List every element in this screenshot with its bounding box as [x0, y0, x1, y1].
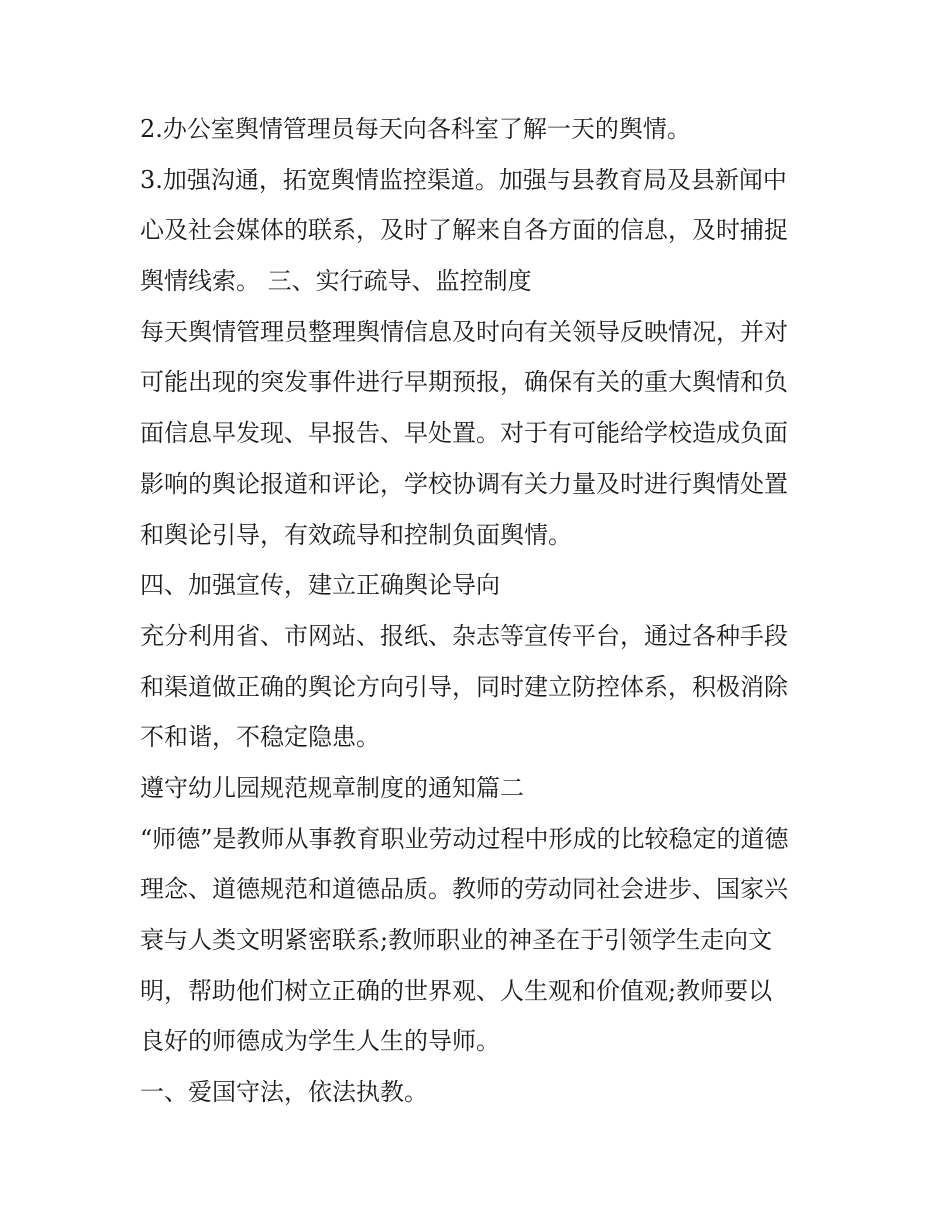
text-line: 充分利用省、市网站、报纸、杂志等宣传平台，通过各种手段 [140, 621, 788, 650]
paragraph [140, 611, 820, 763]
text-line: 心及社会媒体的联系，及时了解来自各方面的信息，及时捕捉 [140, 216, 788, 245]
text-line: 3.加强沟通，拓宽舆情监控渠道。加强与县教育局及县新闻中 [140, 165, 787, 194]
document-body [140, 104, 820, 1118]
text-line: “师德”是教师从事教育职业劳动过程中形成的比较稳定的道德 [140, 824, 789, 853]
text-line: 舆情线索。 三、实行疏导、监控制度 [140, 267, 532, 296]
text-line: 可能出现的突发事件进行早期预报，确保有关的重大舆情和负 [140, 368, 788, 397]
text-line: 遵守幼儿园规范规章制度的通知篇二 [140, 773, 524, 802]
section-heading [140, 560, 820, 611]
text-line: 一、爱国守法，依法执教。 [140, 1078, 428, 1107]
text-line: 不和谐，不稳定隐患。 [140, 723, 380, 752]
text-line: 2.办公室舆情管理员每天向各科室了解一天的舆情。 [140, 115, 691, 143]
section-heading [140, 1067, 820, 1118]
text-line: 理念、道德规范和道德品质。教师的劳动同社会进步、国家兴 [140, 875, 788, 904]
paragraph [140, 814, 820, 1067]
section-heading [140, 763, 820, 814]
text-line: 衰与人类文明紧密联系;教师职业的神圣在于引领学生走向文 [140, 926, 773, 954]
text-line: 明，帮助他们树立正确的世界观、人生观和价值观;教师要以 [140, 976, 773, 1005]
paragraph [140, 104, 820, 155]
text-line: 面信息早发现、早报告、早处置。对于有可能给学校造成负面 [140, 419, 788, 448]
paragraph [140, 155, 820, 307]
text-line: 影响的舆论报道和评论，学校协调有关力量及时进行舆情处置 [140, 469, 788, 498]
text-line: 和舆论引导，有效疏导和控制负面舆情。 [140, 520, 572, 549]
paragraph [140, 307, 820, 560]
text-line: 良好的师德成为学生人生的导师。 [140, 1027, 500, 1056]
text-line: 四、加强宣传，建立正确舆论导向 [140, 571, 500, 600]
text-line: 每天舆情管理员整理舆情信息及时向有关领导反映情况，并对 [140, 317, 788, 346]
text-line: 和渠道做正确的舆论方向引导，同时建立防控体系，积极消除 [140, 672, 788, 701]
